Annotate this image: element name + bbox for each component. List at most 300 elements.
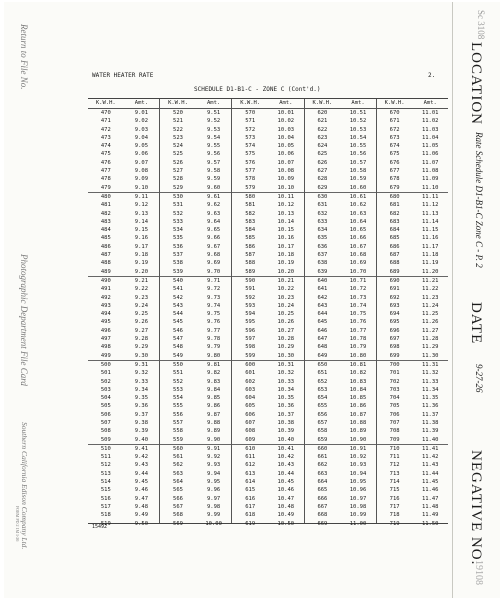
table-row xyxy=(160,419,231,427)
amount-cell: 11.01 xyxy=(421,110,439,116)
amount-cell: 9.25 xyxy=(134,311,149,318)
amount-cell: 9.77 xyxy=(206,327,221,334)
table-row xyxy=(305,243,376,251)
kwh-cell: 702 xyxy=(389,378,400,385)
kwh-cell: 667 xyxy=(317,503,328,510)
kwh-cell: 555 xyxy=(173,403,183,410)
table-column-group xyxy=(231,99,303,527)
amount-cell: 11.15 xyxy=(421,227,439,234)
amount-cell: 10.86 xyxy=(349,403,367,410)
kwh-cell: 526 xyxy=(173,159,183,166)
table-row xyxy=(305,419,376,427)
amount-cell: 9.86 xyxy=(206,403,221,410)
amount-cell: 9.03 xyxy=(134,126,149,133)
table-row xyxy=(232,268,303,276)
amount-cell: 9.73 xyxy=(206,294,221,301)
table-row xyxy=(377,134,448,142)
kwh-cell: 552 xyxy=(173,378,183,385)
table-row xyxy=(232,159,303,167)
amount-cell: 10.65 xyxy=(349,227,367,234)
amount-cell: 10.34 xyxy=(277,386,295,393)
amount-cell: 9.45 xyxy=(134,479,149,486)
table-row xyxy=(377,201,448,209)
table-row xyxy=(160,411,231,419)
table-row xyxy=(305,335,376,343)
amount-cell: 9.41 xyxy=(134,445,149,452)
table-row xyxy=(305,210,376,218)
amount-cell: 10.15 xyxy=(277,227,295,234)
table-row xyxy=(305,218,376,226)
amount-cell: 10.59 xyxy=(349,176,367,183)
table-row xyxy=(232,402,303,410)
amount-cell: 9.92 xyxy=(206,454,221,461)
amount-cell: 11.13 xyxy=(421,210,439,217)
amount-cell: 9.93 xyxy=(206,462,221,469)
amount-cell: 10.63 xyxy=(349,210,367,217)
kwh-cell: 536 xyxy=(173,243,183,250)
amount-cell: 11.14 xyxy=(421,218,439,225)
kwh-cell: 673 xyxy=(389,134,400,141)
amount-cell: 11.33 xyxy=(421,378,439,385)
kwh-cell: 630 xyxy=(317,193,328,200)
table-row xyxy=(88,386,159,394)
amount-header: Amt. xyxy=(423,100,437,106)
table-row xyxy=(232,470,303,478)
kwh-cell: 576 xyxy=(245,159,256,166)
table-row xyxy=(88,276,159,285)
amount-cell: 11.12 xyxy=(421,202,439,209)
kwh-cell: 676 xyxy=(389,159,400,166)
kwh-cell: 546 xyxy=(173,327,183,334)
table-row xyxy=(160,109,231,117)
table-row xyxy=(377,470,448,478)
amount-cell: 9.11 xyxy=(134,193,149,200)
kwh-cell: 608 xyxy=(245,428,256,435)
table-row xyxy=(232,486,303,494)
amount-cell: 9.84 xyxy=(206,386,221,393)
table-row xyxy=(160,192,231,201)
amount-cell: 9.12 xyxy=(134,202,149,209)
amount-cell: 9.74 xyxy=(206,302,221,309)
table-row xyxy=(305,294,376,302)
table-row xyxy=(305,117,376,125)
amount-cell: 10.90 xyxy=(349,436,367,443)
kwh-cell: 562 xyxy=(173,462,183,469)
kwh-cell: 677 xyxy=(389,168,400,175)
table-row xyxy=(377,226,448,234)
kwh-cell: 532 xyxy=(173,210,183,217)
amount-cell: 9.52 xyxy=(206,118,221,125)
kwh-cell: 627 xyxy=(317,168,328,175)
table-row xyxy=(305,327,376,335)
table-row xyxy=(160,495,231,503)
amount-cell: 9.15 xyxy=(134,227,149,234)
table-row xyxy=(377,175,448,183)
table-row xyxy=(305,360,376,369)
amount-cell: 10.83 xyxy=(349,378,367,385)
kwh-cell: 647 xyxy=(317,336,328,343)
table-row xyxy=(377,436,448,444)
kwh-cell: 513 xyxy=(100,470,111,477)
amount-cell: 9.83 xyxy=(206,378,221,385)
kwh-cell: 706 xyxy=(389,411,400,418)
document-code: 15492 xyxy=(92,524,108,530)
amount-cell: 11.48 xyxy=(421,503,439,510)
amount-cell: 10.82 xyxy=(349,370,367,377)
amount-cell: 10.97 xyxy=(349,495,367,502)
table-row xyxy=(305,369,376,377)
table-row xyxy=(88,461,159,469)
kwh-cell: 693 xyxy=(389,302,400,309)
column-header xyxy=(160,99,231,109)
table-row xyxy=(232,503,303,511)
amount-cell: 10.56 xyxy=(349,151,367,158)
table-row xyxy=(88,419,159,427)
table-row xyxy=(377,343,448,351)
kwh-cell: 550 xyxy=(173,361,183,368)
kwh-cell: 485 xyxy=(100,235,111,242)
amount-cell: 9.57 xyxy=(206,159,221,166)
kwh-cell: 668 xyxy=(317,512,328,519)
table-row xyxy=(160,276,231,285)
kwh-cell: 684 xyxy=(389,227,400,234)
amount-cell: 9.24 xyxy=(134,302,149,309)
table-row xyxy=(232,310,303,318)
kwh-cell: 531 xyxy=(173,202,183,209)
kwh-cell: 575 xyxy=(245,151,256,158)
table-row xyxy=(232,369,303,377)
table-row xyxy=(88,226,159,234)
table-row xyxy=(377,335,448,343)
amount-cell: 9.70 xyxy=(206,268,221,275)
amount-cell: 9.39 xyxy=(134,428,149,435)
table-row xyxy=(232,243,303,251)
kwh-cell: 507 xyxy=(100,419,111,426)
kwh-cell: 699 xyxy=(389,352,400,359)
table-row xyxy=(160,352,231,360)
table-row xyxy=(377,117,448,125)
amount-cell: 9.29 xyxy=(134,344,149,351)
kwh-header: K.W.H. xyxy=(240,100,261,106)
table-row xyxy=(232,276,303,285)
amount-cell: 10.48 xyxy=(277,503,295,510)
kwh-cell: 547 xyxy=(173,336,183,343)
kwh-cell: 603 xyxy=(245,386,256,393)
kwh-cell: 615 xyxy=(245,487,256,494)
amount-cell: 9.27 xyxy=(134,327,149,334)
table-row xyxy=(160,302,231,310)
table-row xyxy=(232,511,303,519)
file-card-title: Photographic Department File Card xyxy=(19,254,29,386)
kwh-cell: 509 xyxy=(100,436,111,443)
amount-cell: 10.67 xyxy=(349,243,367,250)
kwh-cell: 479 xyxy=(100,184,111,191)
amount-cell: 9.19 xyxy=(134,260,149,267)
kwh-cell: 641 xyxy=(317,286,328,293)
table-row xyxy=(88,310,159,318)
amount-cell: 10.13 xyxy=(277,210,295,217)
kwh-cell: 663 xyxy=(317,470,328,477)
table-row xyxy=(305,394,376,402)
amount-cell: 10.40 xyxy=(277,436,295,443)
table-row xyxy=(88,117,159,125)
kwh-cell: 480 xyxy=(100,193,111,200)
table-row xyxy=(305,343,376,351)
amount-cell: 11.19 xyxy=(421,260,439,267)
table-row xyxy=(377,394,448,402)
amount-cell: 9.67 xyxy=(206,243,221,250)
amount-cell: 10.17 xyxy=(277,243,295,250)
kwh-cell: 618 xyxy=(245,512,256,519)
amount-cell: 10.78 xyxy=(349,336,367,343)
kwh-cell: 551 xyxy=(173,370,183,377)
amount-cell: 10.77 xyxy=(349,327,367,334)
amount-cell: 10.19 xyxy=(277,260,295,267)
amount-cell: 9.48 xyxy=(134,503,149,510)
amount-cell: 10.84 xyxy=(349,386,367,393)
kwh-cell: 471 xyxy=(100,118,111,125)
kwh-cell: 506 xyxy=(100,411,111,418)
kwh-cell: 484 xyxy=(100,227,111,234)
kwh-cell: 573 xyxy=(245,134,256,141)
table-row xyxy=(160,511,231,519)
amount-cell: 11.43 xyxy=(421,462,439,469)
amount-cell: 10.91 xyxy=(349,445,367,452)
amount-cell: 10.37 xyxy=(277,411,295,418)
kwh-cell: 543 xyxy=(173,302,183,309)
kwh-cell: 473 xyxy=(100,134,111,141)
table-row xyxy=(232,251,303,259)
table-row xyxy=(88,327,159,335)
table-row xyxy=(305,268,376,276)
kwh-cell: 577 xyxy=(245,168,256,175)
table-row xyxy=(377,453,448,461)
amount-cell: 9.54 xyxy=(206,134,221,141)
table-row xyxy=(232,444,303,453)
kwh-cell: 655 xyxy=(317,403,328,410)
amount-cell: 10.14 xyxy=(277,218,295,225)
table-row xyxy=(160,294,231,302)
table-row xyxy=(232,495,303,503)
kwh-cell: 476 xyxy=(100,159,111,166)
kwh-cell: 680 xyxy=(389,193,400,200)
amount-cell: 10.38 xyxy=(277,419,295,426)
kwh-cell: 564 xyxy=(173,479,183,486)
table-row xyxy=(377,369,448,377)
table-row xyxy=(160,184,231,192)
table-row xyxy=(305,126,376,134)
kwh-cell: 517 xyxy=(100,503,111,510)
amount-cell: 9.89 xyxy=(206,428,221,435)
amount-cell: 9.71 xyxy=(206,277,221,284)
amount-cell: 10.75 xyxy=(349,311,367,318)
kwh-cell: 574 xyxy=(245,143,256,150)
kwh-cell: 599 xyxy=(245,352,256,359)
kwh-cell: 717 xyxy=(389,503,400,510)
kwh-cell: 584 xyxy=(245,227,256,234)
kwh-cell: 483 xyxy=(100,218,111,225)
kwh-cell: 563 xyxy=(173,470,183,477)
table-row xyxy=(305,386,376,394)
table-row xyxy=(232,302,303,310)
amount-cell: 9.78 xyxy=(206,336,221,343)
kwh-cell: 707 xyxy=(389,419,400,426)
kwh-cell: 518 xyxy=(100,512,111,519)
table-row xyxy=(160,470,231,478)
amount-cell: 10.00 xyxy=(205,520,222,527)
table-row xyxy=(377,259,448,267)
table-row xyxy=(232,436,303,444)
amount-cell: 9.35 xyxy=(134,395,149,402)
kwh-header: K.W.H. xyxy=(168,100,188,106)
amount-cell: 10.32 xyxy=(277,370,295,377)
table-row xyxy=(160,117,231,125)
amount-cell: 10.18 xyxy=(277,252,295,259)
table-row xyxy=(232,411,303,419)
amount-cell: 10.50 xyxy=(277,520,295,527)
amount-cell: 9.05 xyxy=(134,143,149,150)
kwh-cell: 556 xyxy=(173,411,183,418)
amount-cell: 10.07 xyxy=(277,159,295,166)
amount-cell: 9.61 xyxy=(206,193,221,200)
amount-cell: 9.33 xyxy=(134,378,149,385)
kwh-cell: 616 xyxy=(245,495,256,502)
kwh-cell: 613 xyxy=(245,470,256,477)
table-row xyxy=(88,243,159,251)
table-row xyxy=(305,109,376,117)
return-to-file-label: Return to File No. xyxy=(19,24,29,90)
table-row xyxy=(305,411,376,419)
amount-cell: 10.09 xyxy=(277,176,295,183)
amount-cell: 10.53 xyxy=(349,126,367,133)
kwh-cell: 682 xyxy=(389,210,400,217)
amount-cell: 9.58 xyxy=(206,168,221,175)
kwh-cell: 587 xyxy=(245,252,256,259)
kwh-cell: 689 xyxy=(389,268,400,275)
amount-cell: 11.37 xyxy=(421,411,439,418)
table-row xyxy=(160,335,231,343)
amount-cell: 11.31 xyxy=(421,361,439,368)
form-number: FORM PD 2 1M 1-26 xyxy=(15,506,20,542)
table-row xyxy=(232,167,303,175)
kwh-cell: 542 xyxy=(173,294,183,301)
kwh-cell: 570 xyxy=(245,110,256,116)
amount-cell: 10.79 xyxy=(349,344,367,351)
kwh-cell: 694 xyxy=(389,311,400,318)
amount-cell: 10.24 xyxy=(277,302,295,309)
amount-cell: 10.51 xyxy=(349,110,367,116)
amount-cell: 9.23 xyxy=(134,294,149,301)
kwh-cell: 486 xyxy=(100,243,111,250)
amount-cell: 9.63 xyxy=(206,210,221,217)
amount-cell: 10.36 xyxy=(277,403,295,410)
table-column-group xyxy=(304,99,376,527)
kwh-cell: 625 xyxy=(317,151,328,158)
amount-cell: 10.55 xyxy=(349,143,367,150)
table-row xyxy=(88,210,159,218)
table-row xyxy=(377,184,448,192)
amount-cell: 10.58 xyxy=(349,168,367,175)
amount-cell: 9.90 xyxy=(206,436,221,443)
amount-cell: 11.09 xyxy=(421,176,439,183)
amount-cell: 9.79 xyxy=(206,344,221,351)
table-row xyxy=(305,402,376,410)
amount-cell: 10.73 xyxy=(349,294,367,301)
amount-header: Amt. xyxy=(351,100,365,106)
kwh-cell: 626 xyxy=(317,159,328,166)
table-row xyxy=(88,427,159,435)
amount-cell: 10.98 xyxy=(349,503,367,510)
table-row xyxy=(160,453,231,461)
kwh-cell: 637 xyxy=(317,252,328,259)
table-row xyxy=(232,352,303,360)
kwh-cell: 521 xyxy=(173,118,183,125)
company-name: Southern California Edison Company Ltd. xyxy=(20,422,29,550)
amount-cell: 10.87 xyxy=(349,411,367,418)
kwh-cell: 515 xyxy=(100,487,111,494)
table-row xyxy=(305,167,376,175)
kwh-cell: 530 xyxy=(173,193,183,200)
amount-cell: 9.55 xyxy=(206,143,221,150)
kwh-cell: 494 xyxy=(100,311,111,318)
kwh-cell: 598 xyxy=(245,344,256,351)
table-row xyxy=(377,276,448,285)
table-row xyxy=(377,126,448,134)
amount-cell: 10.16 xyxy=(277,235,295,242)
kwh-cell: 493 xyxy=(100,302,111,309)
kwh-cell: 597 xyxy=(245,336,256,343)
kwh-cell: 496 xyxy=(100,327,111,334)
amount-cell: 10.01 xyxy=(277,110,295,116)
kwh-cell: 629 xyxy=(317,184,328,191)
amount-cell: 10.64 xyxy=(349,218,367,225)
amount-cell: 9.34 xyxy=(134,386,149,393)
kwh-cell: 617 xyxy=(245,503,256,510)
amount-cell: 11.36 xyxy=(421,403,439,410)
amount-cell: 11.10 xyxy=(421,184,439,191)
kwh-cell: 529 xyxy=(173,184,183,191)
amount-cell: 10.23 xyxy=(277,294,295,301)
kwh-cell: 679 xyxy=(389,184,400,191)
table-row xyxy=(232,210,303,218)
table-row xyxy=(160,343,231,351)
amount-cell: 11.08 xyxy=(421,168,439,175)
kwh-cell: 614 xyxy=(245,479,256,486)
amount-cell: 9.47 xyxy=(134,495,149,502)
amount-cell: 10.31 xyxy=(277,361,295,368)
amount-cell: 10.95 xyxy=(349,479,367,486)
amount-cell: 9.42 xyxy=(134,454,149,461)
kwh-cell: 621 xyxy=(317,118,328,125)
table-row xyxy=(88,302,159,310)
amount-cell: 10.27 xyxy=(277,327,295,334)
kwh-cell: 700 xyxy=(389,361,400,368)
amount-cell: 10.49 xyxy=(277,512,295,519)
kwh-cell: 590 xyxy=(245,277,256,284)
table-row xyxy=(377,268,448,276)
kwh-cell: 581 xyxy=(245,202,256,209)
kwh-cell: 478 xyxy=(100,176,111,183)
amount-cell: 9.40 xyxy=(134,436,149,443)
amount-cell: 11.23 xyxy=(421,294,439,301)
negative-no-label: NEGATIVE NO. xyxy=(468,450,484,566)
amount-cell: 11.40 xyxy=(421,436,439,443)
amount-cell: 9.65 xyxy=(206,227,221,234)
amount-cell: 9.53 xyxy=(206,126,221,133)
kwh-cell: 492 xyxy=(100,294,111,301)
amount-header: Amt. xyxy=(134,100,149,106)
table-row xyxy=(305,226,376,234)
